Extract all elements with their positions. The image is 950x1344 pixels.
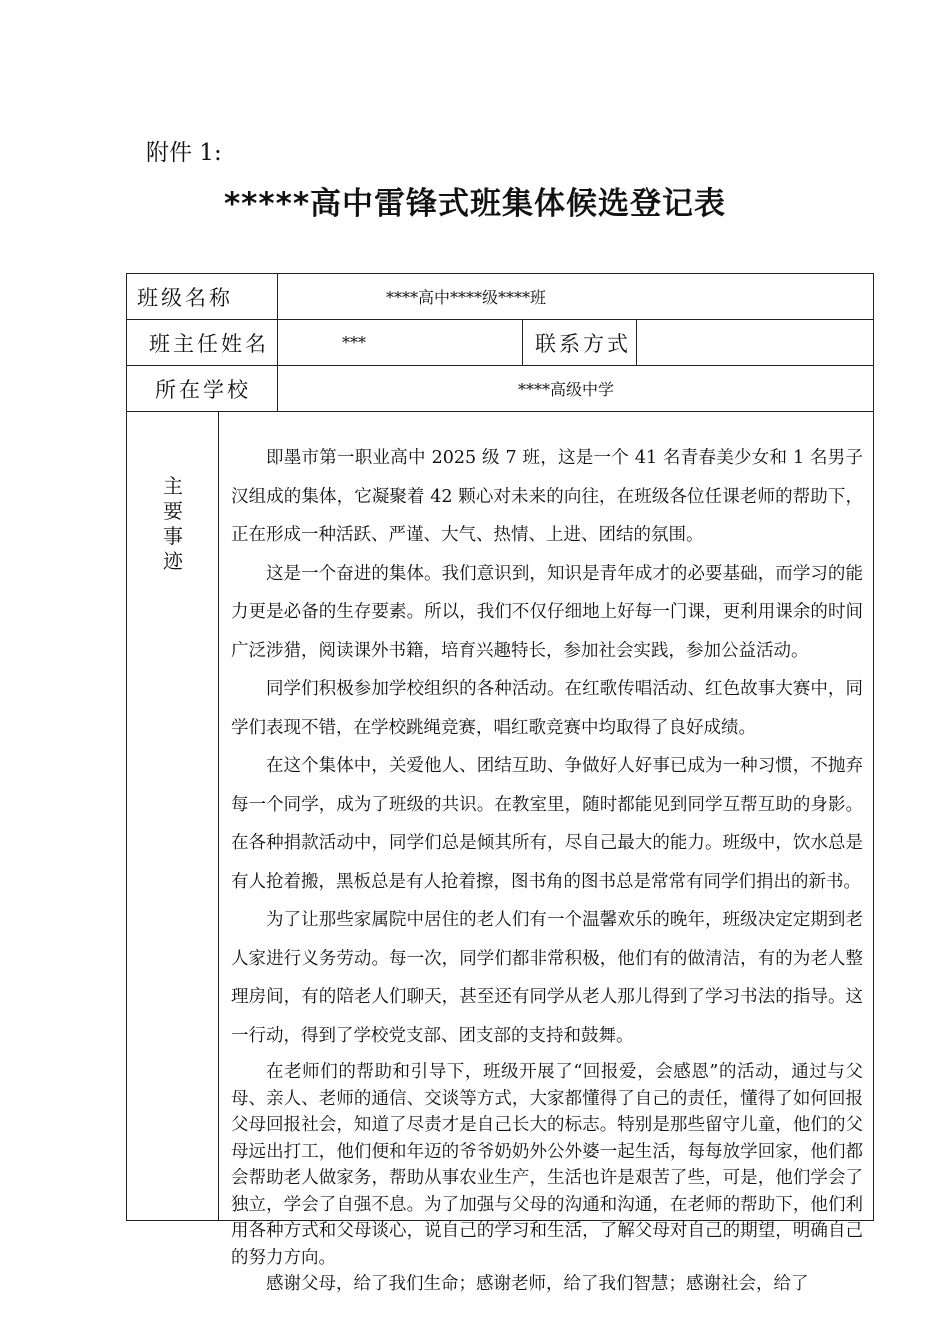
teacher-row — [127, 320, 873, 366]
deeds-paragraph: 在老师们的帮助和引导下，班级开展了“回报爱，会感恩”的活动，通过与父母、亲人、老师的通信、交谈等方式，大家都懂得了自己的责任，懂得了如何回报父母回报社会，知道了尽责才是自己长大的标志。特别是那些留守儿童，他们的父母远出打工，他们便和年迈的爷爷奶奶外公外婆一起生活，每每放学回家，他们都会帮助老人做家务，帮助从事农业生产，生活也许是艰苦了些，可是，他们学会了独立，学会了自强不息。为了加强与父母的沟通和沟通，在老师的帮助下，他们利用各种方式和父母谈心，说自己的学习和生活，了解父母对自己的期望，明确自己的努力方向。 — [231, 1062, 863, 1268]
school-row — [127, 366, 873, 412]
school-value: ****高级中学 — [518, 380, 615, 399]
deeds-paragraph: 在这个集体中，关爱他人、团结互助、争做好人好事已成为一种习惯，不抛弃每一个同学，成为了班级的共识。在教室里，随时都能见到同学互帮互助的身影。在各种捐款活动中，同学们总是倾其所有，尽自己最大的能力。班级中，饮水总是有人抢着搬，黑板总是有人抢着擦，图书角的图书总是常常有同学们捐出的新书。 — [231, 756, 863, 892]
deeds-label: 主要事迹 — [163, 474, 183, 573]
class-name-value: ****高中****级****班 — [386, 288, 547, 307]
deeds-paragraph: 感谢父母，给了我们生命；感谢老师，给了我们智慧；感谢社会，给了 — [266, 1274, 809, 1294]
deeds-paragraph: 即墨市第一职业高中 2025 级 7 班，这是一个 41 名青春美少女和 1 名男子汉组成的集体，它凝聚着 42 颗心对未来的向往，在班级各位任课老师的帮助下，正在形成一种活跃、严谨、大气、热情、上进、团结的氛围。 — [231, 448, 863, 545]
teacher-label: 班主任姓名 — [149, 331, 269, 356]
contact-value — [637, 320, 873, 365]
deeds-paragraph: 同学们积极参加学校组织的各种活动。在红歌传唱活动、红色故事大赛中，同学们表现不错，在学校跳绳竞赛，唱红歌竞赛中均取得了良好成绩。 — [231, 679, 863, 738]
deeds-content — [219, 412, 873, 1294]
deeds-label-cell — [127, 412, 219, 1220]
class-name-row — [127, 274, 873, 320]
school-label: 所在学校 — [155, 377, 251, 402]
contact-label: 联系方式 — [535, 331, 631, 356]
deeds-paragraph: 为了让那些家属院中居住的老人们有一个温馨欢乐的晚年，班级决定定期到老人家进行义务劳动。每一次，同学们都非常积极，他们有的做清洁，有的为老人整理房间，有的陪老人们聊天，甚至还有同学从老人那儿得到了学习书法的指导。这一行动，得到了学校党支部、团支部的支持和鼓舞。 — [231, 910, 863, 1046]
registration-table — [126, 273, 874, 1294]
document-title: *****高中雷锋式班集体候选登记表 — [223, 186, 727, 222]
deeds-paragraph: 这是一个奋进的集体。我们意识到，知识是青年成才的必要基础，而学习的能力更是必备的生存要素。所以，我们不仅仔细地上好每一门课，更利用课余的时间广泛涉猎，阅读课外书籍，培育兴趣特长，参加社会实践，参加公益活动。 — [231, 563, 863, 661]
teacher-value: *** — [342, 333, 366, 352]
deeds-section — [127, 412, 873, 1294]
attachment-label: 附件 1: — [146, 140, 222, 166]
class-name-label: 班级名称 — [137, 285, 233, 310]
